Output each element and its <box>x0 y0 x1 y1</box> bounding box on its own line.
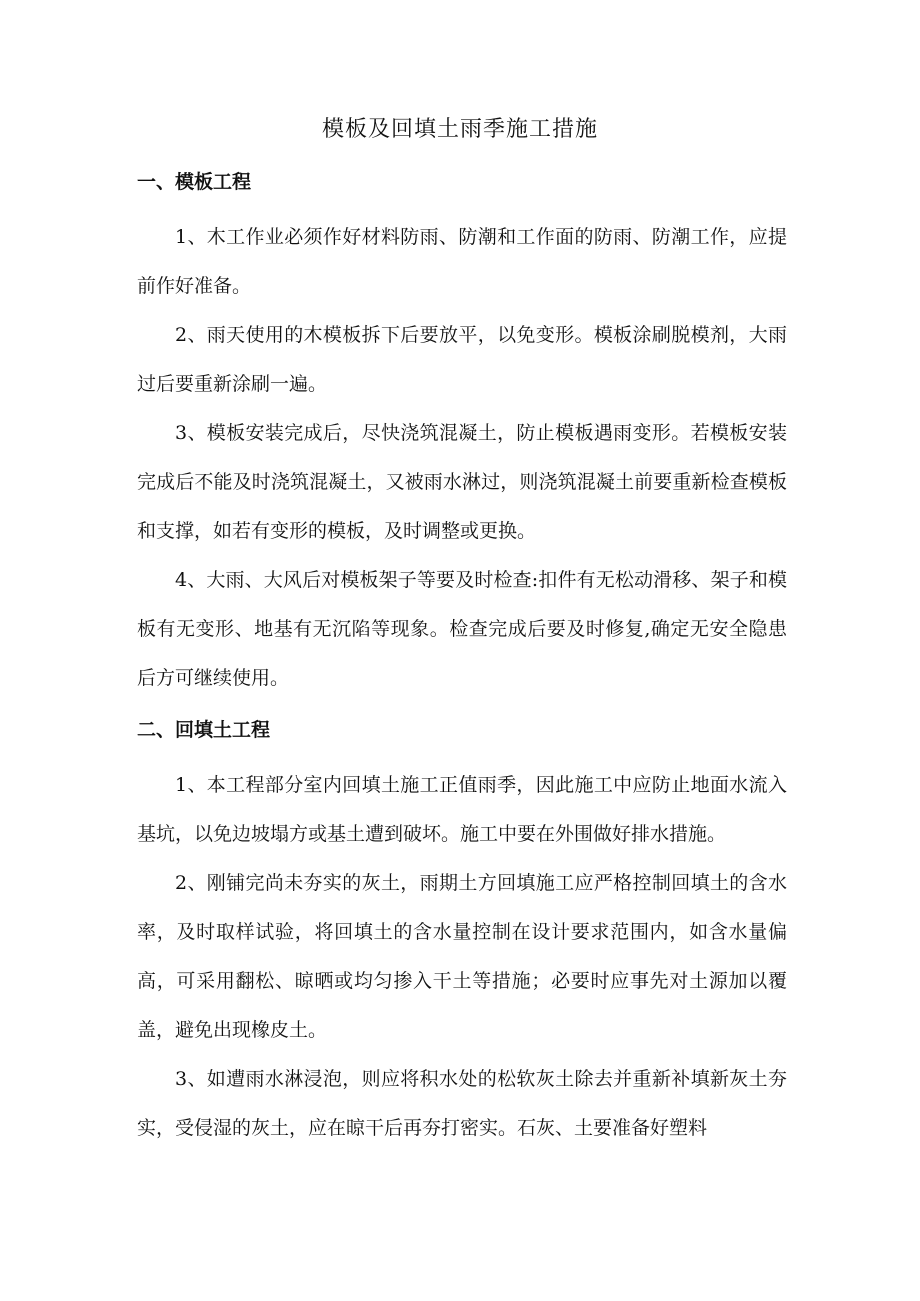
paragraph: 1、本工程部分室内回填土施工正值雨季，因此施工中应防止地面水流入基坑，以免边坡塌方或基土遭到破坏。施工中要在外围做好排水措施。 <box>137 774 787 845</box>
paragraph: 2、刚铺完尚未夯实的灰土，雨期土方回填施工应严格控制回填土的含水率，及时取样试验，将回填土的含水量控制在设计要求范围内，如含水量偏高，可采用翻松、晾晒或均匀掺入干土等措施；必要时应事先对土源加以覆盖，避免出现橡皮土。 <box>137 872 787 1041</box>
page-title: 模板及回填土雨季施工措施 <box>321 117 598 142</box>
paragraph: 3、如遭雨水淋浸泡，则应将积水处的松软灰土除去并重新补填新灰土夯实，受侵湿的灰土，应在晾干后再夯打密实。石灰、土要准备好塑料 <box>137 1068 787 1139</box>
paragraph: 1、木工作业必须作好材料防雨、防潮和工作面的防雨、防潮工作，应提前作好准备。 <box>137 226 787 297</box>
paragraph: 3、模板安装完成后，尽快浇筑混凝土，防止模板遇雨变形。若模板安装完成后不能及时浇筑混凝土，又被雨水淋过，则浇筑混凝土前要重新检查模板和支撑，如若有变形的模板，及时调整或更换。 <box>137 422 787 542</box>
section-heading-formwork: 一、模板工程 <box>137 171 252 193</box>
section-heading-backfill: 二、回填土工程 <box>137 719 271 741</box>
paragraph: 2、雨天使用的木模板拆下后要放平，以免变形。模板涂刷脱模剂，大雨过后要重新涂刷一遍。 <box>137 324 787 395</box>
paragraph: 4、大雨、大风后对模板架子等要及时检查:扣件有无松动滑移、架子和模板有无变形、地基有无沉陷等现象。检查完成后要及时修复,确定无安全隐患后方可继续使用。 <box>137 569 787 689</box>
